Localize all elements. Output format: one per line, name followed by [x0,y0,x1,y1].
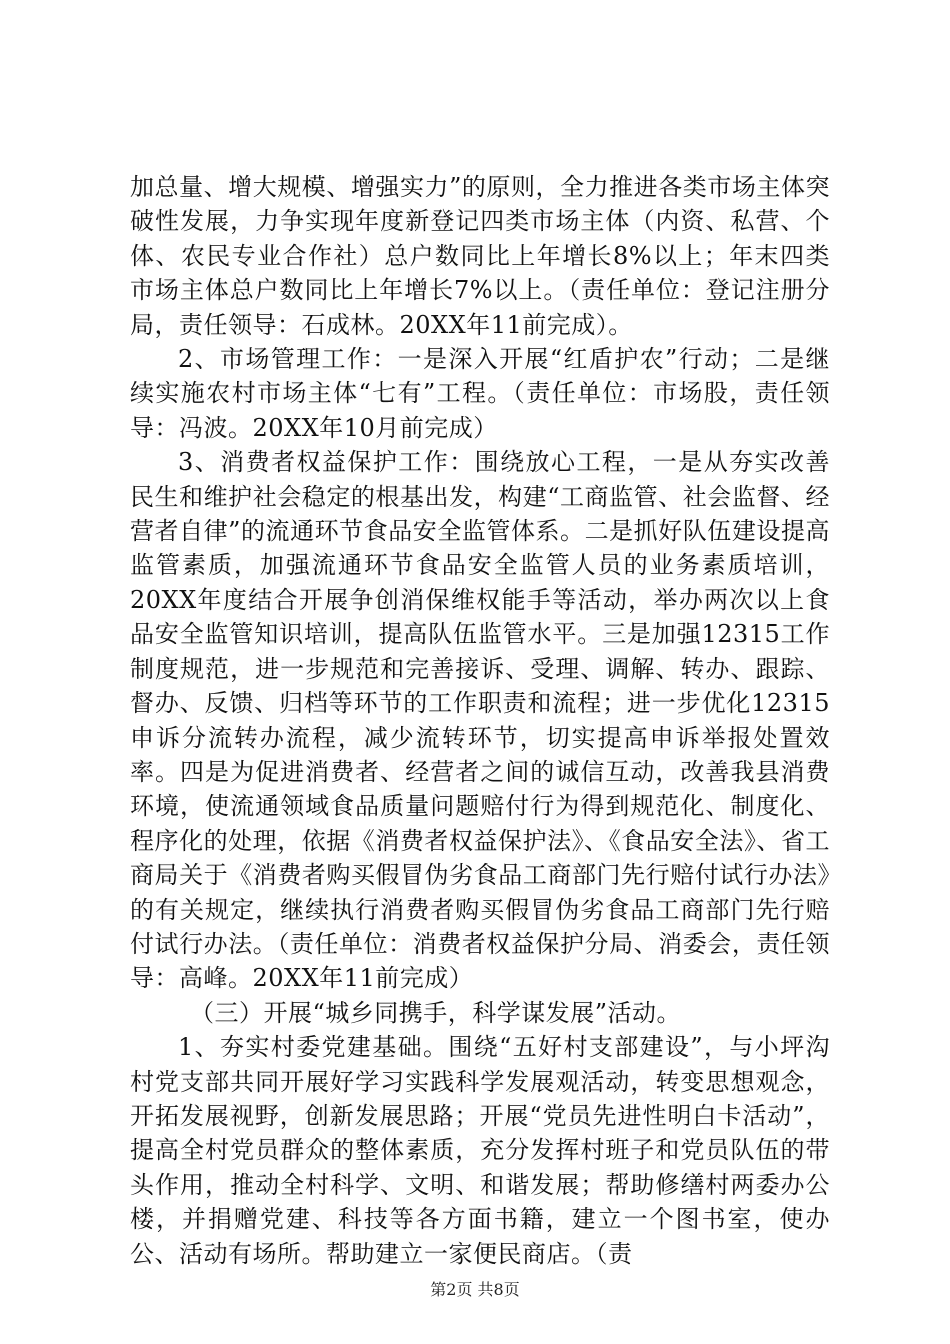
page-footer: 第2页 共8页 [430,1280,520,1299]
paragraph-consumer-protection: 3、消费者权益保护工作：围绕放心工程，一是从夯实改善民生和维护社会稳定的根基出发，构建“工商监管、社会监督、经营者自律”的流通环节食品安全监管体系。二是抓好队伍建设提高监管素质，加强流通环节食品安全监管人员的业务素质培训，20XX年度结合开展争创消保维权能手等活动，举办两次以上食品安全监管知识培训，提高队伍监管水平。三是加强12315工作制度规范，进一步规范和完善接诉、受理、调解、转办、跟踪、督办、反馈、归档等环节的工作职责和流程；进一步优化12315申诉分流转办流程，减少流转环节，切实提高申诉举报处置效率。四是为促进消费者、经营者之间的诚信互动，改善我县消费环境，使流通领域食品质量问题赔付行为得到规范化、制度化、程序化的处理，依据《消费者权益保护法》、《食品安全法》、省工商局关于《消费者购买假冒伪劣食品工商部门先行赔付试行办法》的有关规定，继续执行消费者购买假冒伪劣食品工商部门先行赔付试行办法。（责任单位：消费者权益保护分局、消委会，责任领导：高峰。20XX年11前完成） [130,448,830,993]
document-body [130,170,830,1271]
section-heading: （三）开展“城乡同携手，科学谋发展”活动。 [190,998,682,1027]
paragraph-party-building: 1、夯实村委党建基础。围绕“五好村支部建设”，与小坪沟村党支部共同开展好学习实践科学发展观活动，转变思想观念，开拓发展视野，创新发展思路；开展“党员先进性明白卡活动”，提高全村党员群众的整体素质，充分发挥村班子和党员队伍的带头作用，推动全村科学、文明、和谐发展；帮助修缮村两委办公楼，并捐赠党建、科技等各方面书籍，建立一个图书室，使办公、活动有场所。帮助建立一家便民商店。（责 [130,1033,830,1268]
paragraph-market-management: 2、市场管理工作：一是深入开展“红盾护农”行动；二是继续实施农村市场主体“七有”工程。（责任单位：市场股，责任领导：冯波。20XX年10月前完成） [130,345,830,442]
paragraph-continuation: 加总量、增大规模、增强实力”的原则，全力推进各类市场主体突破性发展，力争实现年度新登记四类市场主体（内资、私营、个体、农民专业合作社）总户数同比上年增长8%以上；年末四类市场主体总户数同比上年增长7%以上。（责任单位：登记注册分局，责任领导：石成林。20XX年11前完成）。 [130,173,830,339]
